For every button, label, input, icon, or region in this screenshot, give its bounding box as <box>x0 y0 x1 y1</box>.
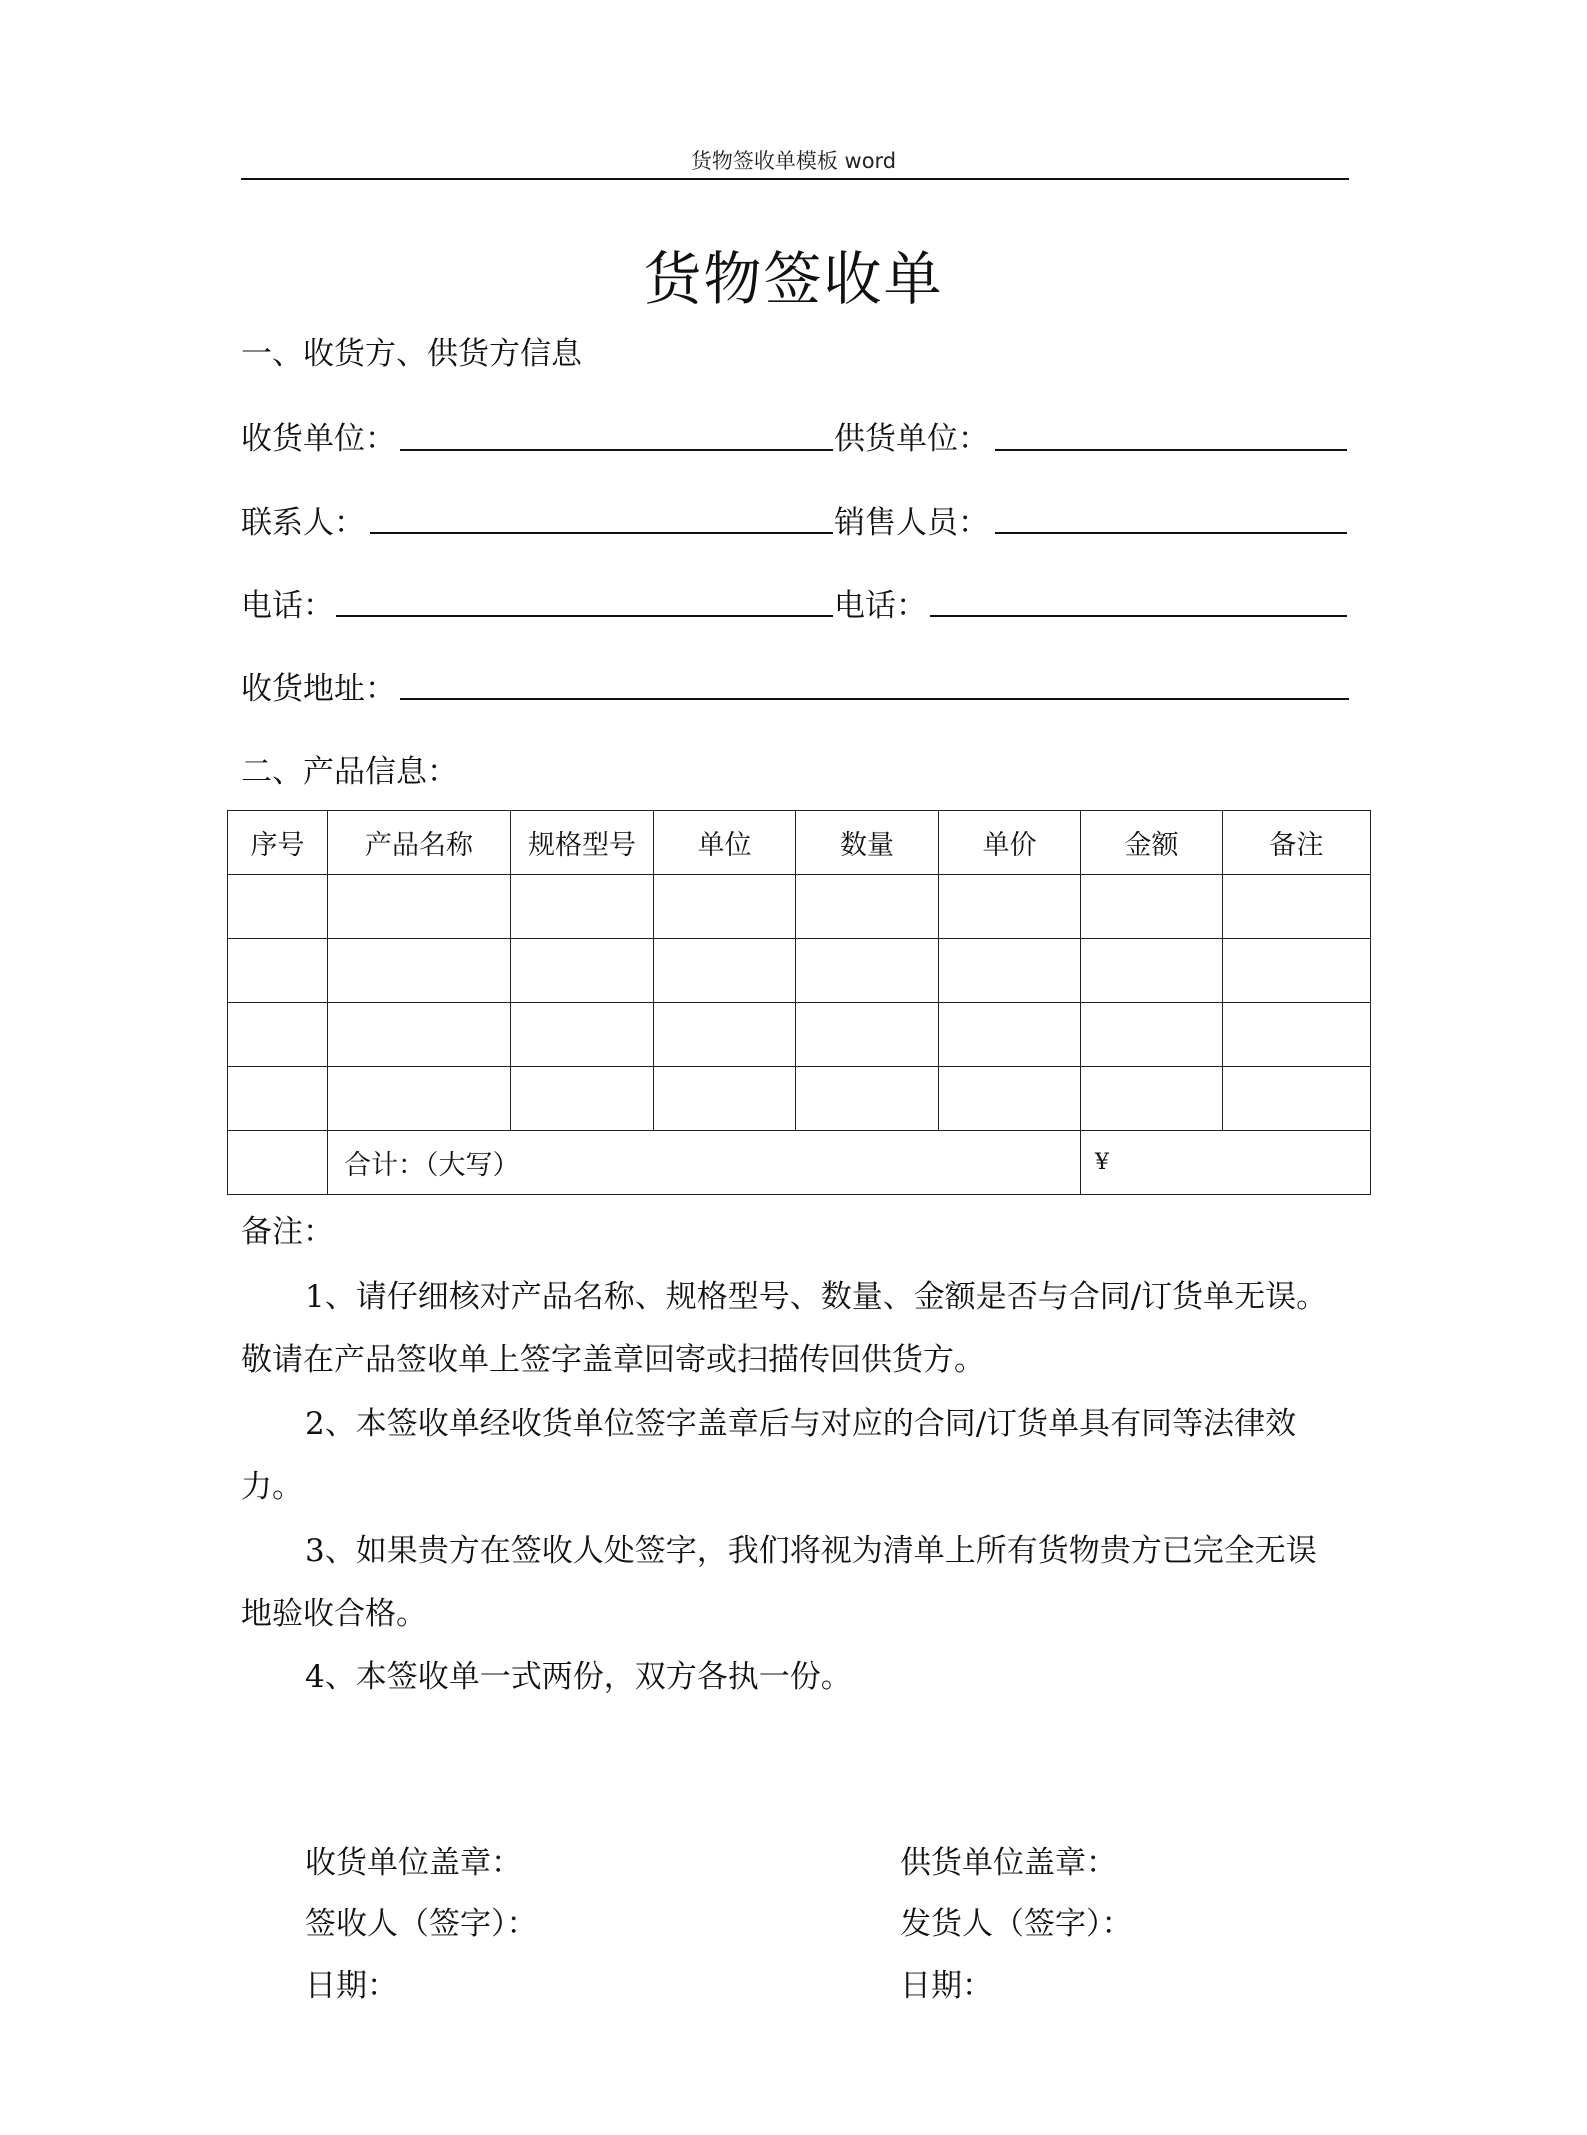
column-header-unit: 单位 <box>654 811 796 875</box>
table-row <box>228 1067 1371 1131</box>
date-label-right: 日期： <box>900 1968 993 2004</box>
receiver-phone-field[interactable] <box>336 615 833 617</box>
notes-line-1: 1、请仔细核对产品名称、规格型号、数量、金额是否与合同/订货单无误。 <box>305 1279 1328 1315</box>
table-row <box>228 939 1371 1003</box>
table-cell[interactable] <box>228 1003 328 1067</box>
document-title: 货物签收单 <box>643 245 944 313</box>
total-amount-currency[interactable]: ¥ <box>1081 1131 1371 1195</box>
table-cell[interactable] <box>796 1067 939 1131</box>
column-header-amount: 金额 <box>1081 811 1223 875</box>
supplier-unit-field[interactable] <box>995 449 1347 451</box>
table-cell[interactable] <box>796 875 939 939</box>
column-header-unit-price: 单价 <box>939 811 1081 875</box>
table-cell[interactable] <box>328 939 511 1003</box>
contact-label: 联系人： <box>241 505 365 541</box>
supplier-phone-label: 电话： <box>834 588 927 624</box>
table-row <box>228 1003 1371 1067</box>
table-cell[interactable] <box>654 1067 796 1131</box>
table-cell[interactable] <box>939 875 1081 939</box>
table-cell[interactable] <box>511 1003 654 1067</box>
table-cell[interactable] <box>1223 875 1371 939</box>
sales-person-field[interactable] <box>995 532 1347 534</box>
column-header-remarks: 备注 <box>1223 811 1371 875</box>
table-cell[interactable] <box>654 1003 796 1067</box>
receiver-seal-label: 收货单位盖章： <box>305 1845 522 1881</box>
table-cell[interactable] <box>1081 1067 1223 1131</box>
table-cell[interactable] <box>939 1003 1081 1067</box>
supplier-seal-label: 供货单位盖章： <box>900 1845 1117 1881</box>
sales-person-label: 销售人员： <box>834 505 989 541</box>
table-total-row <box>228 1131 1371 1195</box>
address-label: 收货地址： <box>241 671 396 707</box>
receiver-unit-field[interactable] <box>400 449 833 451</box>
column-header-spec-model: 规格型号 <box>511 811 654 875</box>
notes-line-4: 力。 <box>241 1469 303 1505</box>
section-heading-parties: 一、收货方、供货方信息 <box>241 336 582 372</box>
table-cell[interactable] <box>511 875 654 939</box>
notes-heading: 备注： <box>241 1214 334 1250</box>
shipper-label: 发货人（签字）： <box>900 1906 1133 1942</box>
table-cell[interactable] <box>796 939 939 1003</box>
column-header-index: 序号 <box>228 811 328 875</box>
table-cell[interactable] <box>1081 875 1223 939</box>
table-cell[interactable] <box>654 939 796 1003</box>
header-divider <box>241 178 1349 180</box>
address-field[interactable] <box>400 698 1349 700</box>
table-cell[interactable] <box>228 939 328 1003</box>
receiver-unit-label: 收货单位： <box>241 421 396 457</box>
table-cell[interactable] <box>1223 1003 1371 1067</box>
table-cell[interactable] <box>511 939 654 1003</box>
table-cell[interactable] <box>228 1067 328 1131</box>
column-header-product-name: 产品名称 <box>328 811 511 875</box>
table-cell[interactable] <box>1223 939 1371 1003</box>
total-amount-words-label[interactable]: 合计：（大写） <box>328 1131 1081 1195</box>
supplier-phone-field[interactable] <box>930 615 1347 617</box>
table-cell[interactable] <box>328 875 511 939</box>
table-cell[interactable] <box>1081 1003 1223 1067</box>
table-cell[interactable] <box>1081 939 1223 1003</box>
section-heading-products: 二、产品信息： <box>241 754 458 790</box>
table-row <box>228 875 1371 939</box>
notes-line-7: 4、本签收单一式两份，双方各执一份。 <box>305 1659 852 1695</box>
notes-line-2: 敬请在产品签收单上签字盖章回寄或扫描传回供货方。 <box>241 1342 985 1378</box>
table-header-row <box>228 811 1371 875</box>
notes-line-6: 地验收合格。 <box>241 1596 427 1632</box>
column-header-quantity: 数量 <box>796 811 939 875</box>
table-cell[interactable] <box>939 939 1081 1003</box>
supplier-unit-label: 供货单位： <box>834 421 989 457</box>
table-cell[interactable] <box>654 875 796 939</box>
table-cell[interactable] <box>328 1067 511 1131</box>
receiver-phone-label: 电话： <box>241 588 334 624</box>
notes-line-5: 3、如果贵方在签收人处签字，我们将视为清单上所有货物贵方已完全无误 <box>305 1533 1317 1569</box>
table-cell[interactable] <box>328 1003 511 1067</box>
contact-field[interactable] <box>370 532 833 534</box>
table-cell[interactable] <box>228 875 328 939</box>
table-cell[interactable] <box>511 1067 654 1131</box>
table-cell[interactable] <box>939 1067 1081 1131</box>
signer-label: 签收人（签字）： <box>305 1906 538 1942</box>
table-cell[interactable] <box>228 1131 328 1195</box>
table-cell[interactable] <box>1223 1067 1371 1131</box>
notes-line-3: 2、本签收单经收货单位签字盖章后与对应的合同/订货单具有同等法律效 <box>305 1406 1297 1442</box>
product-table <box>227 810 1371 1195</box>
table-cell[interactable] <box>796 1003 939 1067</box>
date-label-left: 日期： <box>305 1968 398 2004</box>
page-header-text: 货物签收单模板 word <box>690 149 897 173</box>
